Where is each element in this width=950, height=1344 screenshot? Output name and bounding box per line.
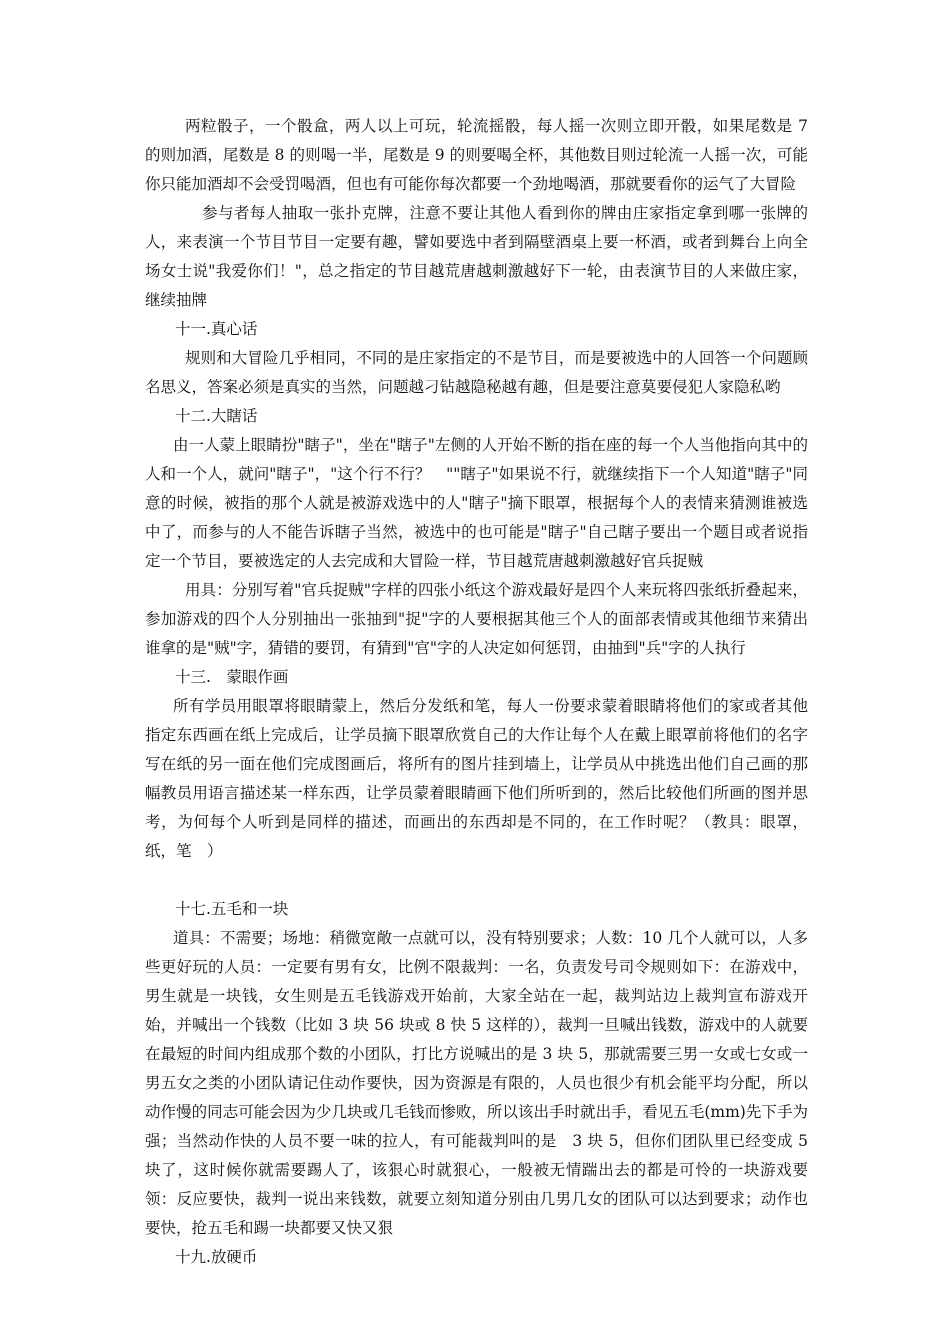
paragraph-truth: 规则和大冒险几乎相同，不同的是庄家指定的不是节目，而是要被选中的人回答一个问题顾名思义，答案必须是真实的当然，问题越刁钻越隐秘越有趣，但是要注意莫要侵犯人家隐私哟 xyxy=(145,349,808,396)
section-heading-11: 十一.真心话 xyxy=(175,320,258,338)
section-heading-12: 十二.大瞎话 xyxy=(175,407,258,425)
paragraph-blindfold-drawing: 所有学员用眼罩将眼睛蒙上，然后分发纸和笔，每人一份要求蒙着眼睛将他们的家或者其他指定东西画在纸上完成后，让学员摘下眼罩欣赏自己的大作让每个人在戴上眼罩前将他们的名字写在纸的另一面在他们完成图画后，将所有的图片挂到墙上，让学员从中挑选出他们自己画的那幅教员用语言描述某一样东西，让学员蒙着眼睛画下他们所听到的，然后比较他们所画的图并思考，为何每个人听到是同样的描述，而画出的东西却是不同的，在工作时呢？（教具：眼罩，纸，笔 ） xyxy=(145,697,808,860)
document-page xyxy=(145,112,808,1272)
paragraph-truth-or-dare: 参与者每人抽取一张扑克牌，注意不要让其他人看到你的牌由庄家指定拿到哪一张牌的人，来表演一个节目节目一定要有趣，譬如要选中者到隔壁酒桌上要一杯酒，或者到舞台上向全场女士说"我爱你们！"，总之指定的节目越荒唐越刺激越好下一轮，由表演节目的人来做庄家，继续抽牌 xyxy=(145,204,808,309)
section-heading-13: 十三. 蒙眼作画 xyxy=(175,668,289,686)
section-heading-19: 十九.放硬币 xyxy=(175,1248,258,1266)
paragraph-cops-and-robbers: 用具：分别写着"官兵捉贼"字样的四张小纸这个游戏最好是四个人来玩将四张纸折叠起来，参加游戏的四个人分别抽出一张抽到"捉"字的人要根据其他三个人的面部表情或其他细节来猜出谁拿的是"贼"字，猜错的要罚，有猜到"官"字的人决定如何惩罚，由抽到"兵"字的人执行 xyxy=(145,581,808,657)
paragraph-money-game: 道具：不需要；场地：稍微宽敞一点就可以，没有特别要求；人数：10 几个人就可以，人多些更好玩的人员：一定要有男有女，比例不限裁判：一名，负责发号司令规则如下：在游戏中，男生就是一块钱，女生则是五毛钱游戏开始前，大家全站在一起，裁判站边上裁判宣布游戏开始，并喊出一个钱数（比如 3 块 56 块或 8 快 5 这样的），裁判一旦喊出钱数，游戏中的人就要在最短的时间内组成那个数的小团队，打比方说喊出的是 3 块 5，那就需要三男一女或七女或一男五女之类的小团队请记住动作要快，因为资源是有限的，人员也很少有机会能平均分配，所以动作慢的同志可能会因为少几块或几毛钱而惨败，所以该出手时就出手，看见五毛(mm)先下手为强；当然动作快的人员不要一味的拉人，有可能裁判叫的是 3 块 5，但你们团队里已经变成 5 块了，这时候你就需要踢人了，该狠心时就狠心，一般被无情踹出去的都是可怜的一块游戏要领：反应要快，裁判一说出来钱数，就要立刻知道分别由几男几女的团队可以达到要求；动作也要快，抢五毛和踢一块都要又快又狠 xyxy=(145,929,808,1237)
blank-line xyxy=(145,866,808,895)
section-heading-17: 十七.五毛和一块 xyxy=(175,900,289,918)
paragraph-dice-game: 两粒骰子，一个骰盒，两人以上可玩，轮流摇骰，每人摇一次则立即开骰，如果尾数是 7 的则加酒，尾数是 8 的则喝一半，尾数是 9 的则要喝全杯，其他数目则过轮流一人摇一次，可能你只能加酒却不会受罚喝酒，但也有可能你每次都要一个劲地喝酒，那就要看你的运气了大冒险 xyxy=(145,117,808,193)
paragraph-blind-man: 由一人蒙上眼睛扮"瞎子"，坐在"瞎子"左侧的人开始不断的指在座的每一个人当他指向其中的人和一个人，就问"瞎子"，"这个行不行？ ""瞎子"如果说不行，就继续指下一个人知道"瞎子"同意的时候，被指的那个人就是被游戏选中的人"瞎子"摘下眼罩，根据每个人的表情来猜测谁被选中了，而参与的人不能告诉瞎子当然，被选中的也可能是"瞎子"自己瞎子要出一个题目或者说指定一个节目，要被选定的人去完成和大冒险一样，节目越荒唐越刺激越好官兵捉贼 xyxy=(145,436,808,570)
